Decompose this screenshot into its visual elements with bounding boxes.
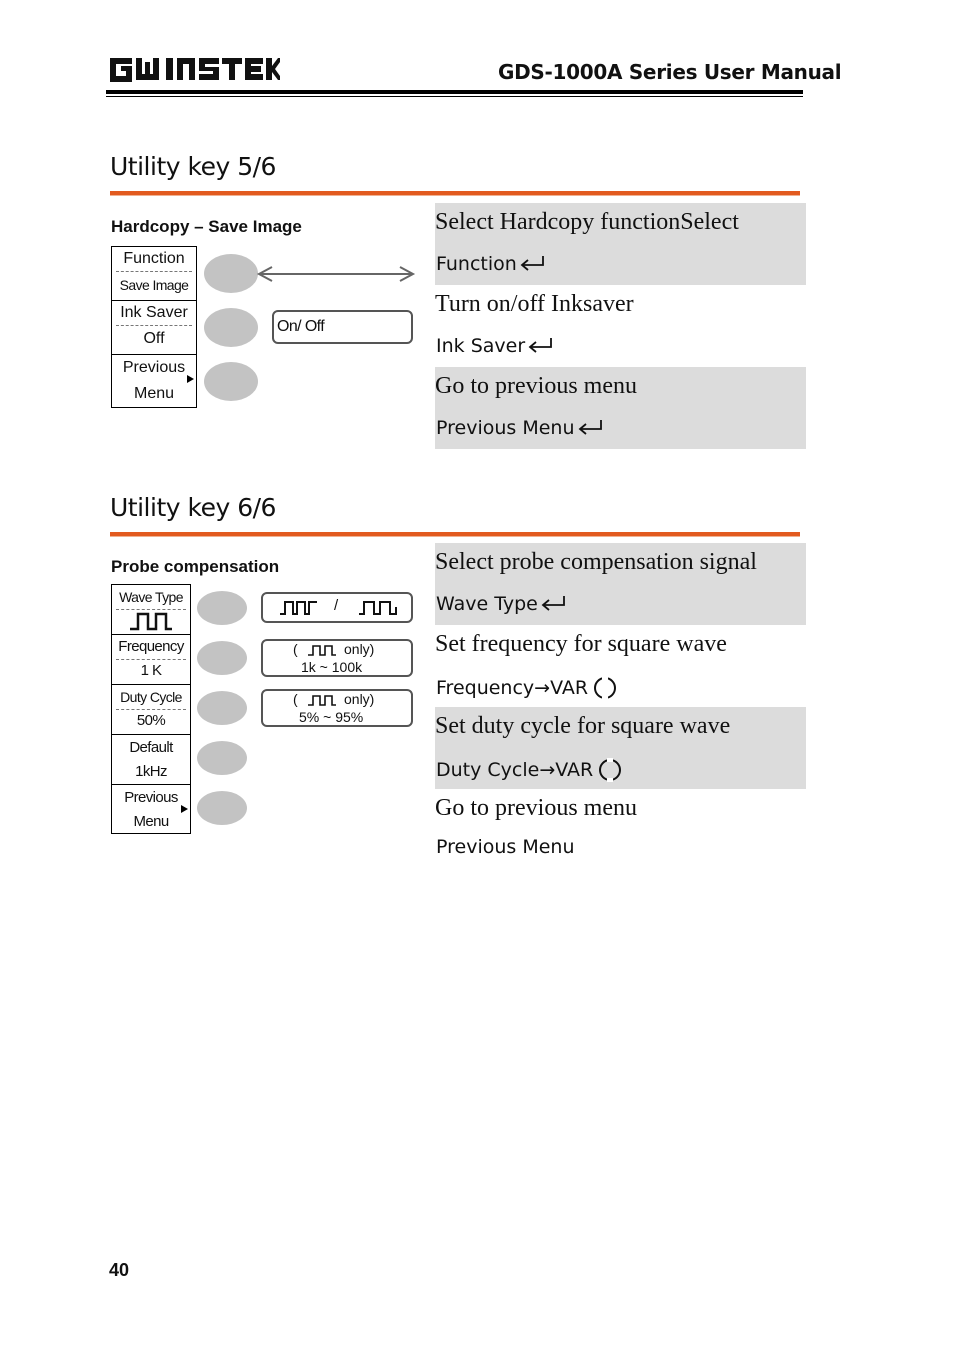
menu-item-label: Previous xyxy=(122,359,186,376)
desc-sub-text xyxy=(436,417,603,439)
menu-item-default[interactable] xyxy=(112,735,190,785)
variable-knob-icon xyxy=(597,757,623,783)
desc-main-text: Select Hardcopy functionSelect xyxy=(435,209,739,235)
return-arrow-icon xyxy=(519,254,545,274)
menu-item-value: 50% xyxy=(136,712,166,729)
desc-row-previous-menu xyxy=(435,367,806,449)
section-title-utility-5: Utility key 5/6 xyxy=(110,152,276,181)
menu-item-value: Save Image xyxy=(119,277,189,293)
desc-sub-text xyxy=(436,593,566,615)
desc-main-text: Set frequency for square wave xyxy=(435,631,727,657)
softkey-button-1[interactable] xyxy=(204,254,258,293)
return-arrow-icon xyxy=(540,594,566,614)
submenu-arrow-icon xyxy=(181,805,188,813)
section-rule xyxy=(110,191,800,196)
variable-knob-icon xyxy=(592,675,618,701)
return-arrow-icon xyxy=(527,336,553,356)
submenu-arrow-icon xyxy=(187,375,194,383)
desc-main-text: Go to previous menu xyxy=(435,795,637,821)
desc-key-label: Previous Menu xyxy=(436,836,575,858)
menu-item-value: 1kHz xyxy=(135,763,167,780)
option-separator: / xyxy=(334,597,339,614)
menu-item-label: Default xyxy=(129,739,173,756)
option-frequency-box xyxy=(261,639,413,677)
subhead-probe-compensation: Probe compensation xyxy=(111,557,280,576)
desc-sub-text xyxy=(436,253,545,275)
desc-key-label: Duty Cycle→VAR xyxy=(436,759,594,781)
desc-sub-text xyxy=(436,836,575,858)
menu-item-value: 1 K xyxy=(140,662,162,679)
menu-item-wave-type[interactable] xyxy=(112,585,190,635)
subhead-hardcopy: Hardcopy – Save Image xyxy=(111,217,302,236)
menu-item-label: Previous xyxy=(124,789,178,806)
header-rule-thin xyxy=(106,96,803,97)
section-title-utility-6: Utility key 6/6 xyxy=(110,493,276,522)
menu-item-label: Ink Saver xyxy=(120,304,188,321)
desc-row-ink-saver xyxy=(435,285,806,367)
menu-item-value: Menu xyxy=(133,385,175,402)
desc-key-label: Previous Menu xyxy=(436,417,575,439)
option-frequency-range: 1k ~ 100k xyxy=(301,659,363,675)
softkey-button-4[interactable] xyxy=(197,741,247,775)
menu-item-frequency[interactable] xyxy=(112,635,190,685)
square-wave-icon xyxy=(358,599,398,617)
manual-title: GDS-1000A Series User Manual xyxy=(498,60,842,84)
square-wave-narrow-icon xyxy=(279,599,319,617)
menu-item-label: Duty Cycle xyxy=(120,689,182,705)
menu-item-ink-saver[interactable] xyxy=(112,301,196,355)
menu-item-function[interactable] xyxy=(112,247,196,301)
desc-key-label: Ink Saver xyxy=(436,335,526,357)
desc-sub-text xyxy=(436,675,618,701)
option-paren: ( xyxy=(293,641,298,657)
menu-item-previous-menu[interactable] xyxy=(112,355,196,407)
option-wave-type-box xyxy=(261,592,413,623)
double-arrow-icon xyxy=(256,264,416,284)
softkey-button-3[interactable] xyxy=(204,362,258,401)
header-rule xyxy=(106,90,803,94)
softkey-button-2[interactable] xyxy=(204,308,258,347)
square-wave-icon xyxy=(307,644,337,657)
return-arrow-icon xyxy=(577,418,603,438)
softkey-button-2[interactable] xyxy=(197,641,247,675)
square-wave-icon xyxy=(307,694,337,707)
desc-key-label: Frequency→VAR xyxy=(436,677,589,699)
desc-row-previous-menu xyxy=(435,789,806,871)
option-duty-range: 5% ~ 95% xyxy=(299,709,364,725)
desc-row-wave-type xyxy=(435,543,806,625)
menu-item-previous-menu[interactable] xyxy=(112,785,190,833)
menu-item-label: Wave Type xyxy=(119,589,183,605)
desc-sub-text xyxy=(436,335,553,357)
option-duty-cycle-box xyxy=(261,689,413,727)
desc-main-text: Set duty cycle for square wave xyxy=(435,713,731,739)
section-rule xyxy=(110,532,800,537)
menu-item-value: Menu xyxy=(133,813,169,830)
softkey-menu-hardcopy xyxy=(111,246,197,408)
menu-item-label: Frequency xyxy=(118,638,184,655)
desc-row-duty-cycle xyxy=(435,707,806,789)
desc-main-text: Select probe compensation signal xyxy=(435,549,757,575)
desc-main-text: Go to previous menu xyxy=(435,373,637,399)
softkey-menu-probe xyxy=(111,584,191,834)
softkey-button-5[interactable] xyxy=(197,791,247,825)
softkey-button-1[interactable] xyxy=(197,591,247,625)
gw-instek-logo xyxy=(108,54,280,84)
option-only-label: only) xyxy=(344,641,375,657)
option-only-label: only) xyxy=(344,691,375,707)
desc-key-label: Function xyxy=(436,253,517,275)
square-wave-icon xyxy=(128,610,174,632)
menu-item-label: Function xyxy=(123,250,185,267)
desc-sub-text xyxy=(436,757,623,783)
desc-main-text: Turn on/off Inksaver xyxy=(435,291,634,317)
option-paren: ( xyxy=(293,691,298,707)
desc-key-label: Wave Type xyxy=(436,593,538,615)
desc-row-frequency xyxy=(435,625,806,707)
page-number: 40 xyxy=(109,1260,130,1280)
option-on-off-box xyxy=(272,310,413,344)
option-on-off-label: On/ Off xyxy=(277,318,325,335)
desc-row-function xyxy=(435,203,806,285)
softkey-button-3[interactable] xyxy=(197,691,247,725)
menu-item-duty-cycle[interactable] xyxy=(112,685,190,735)
menu-item-value: Off xyxy=(143,330,165,347)
